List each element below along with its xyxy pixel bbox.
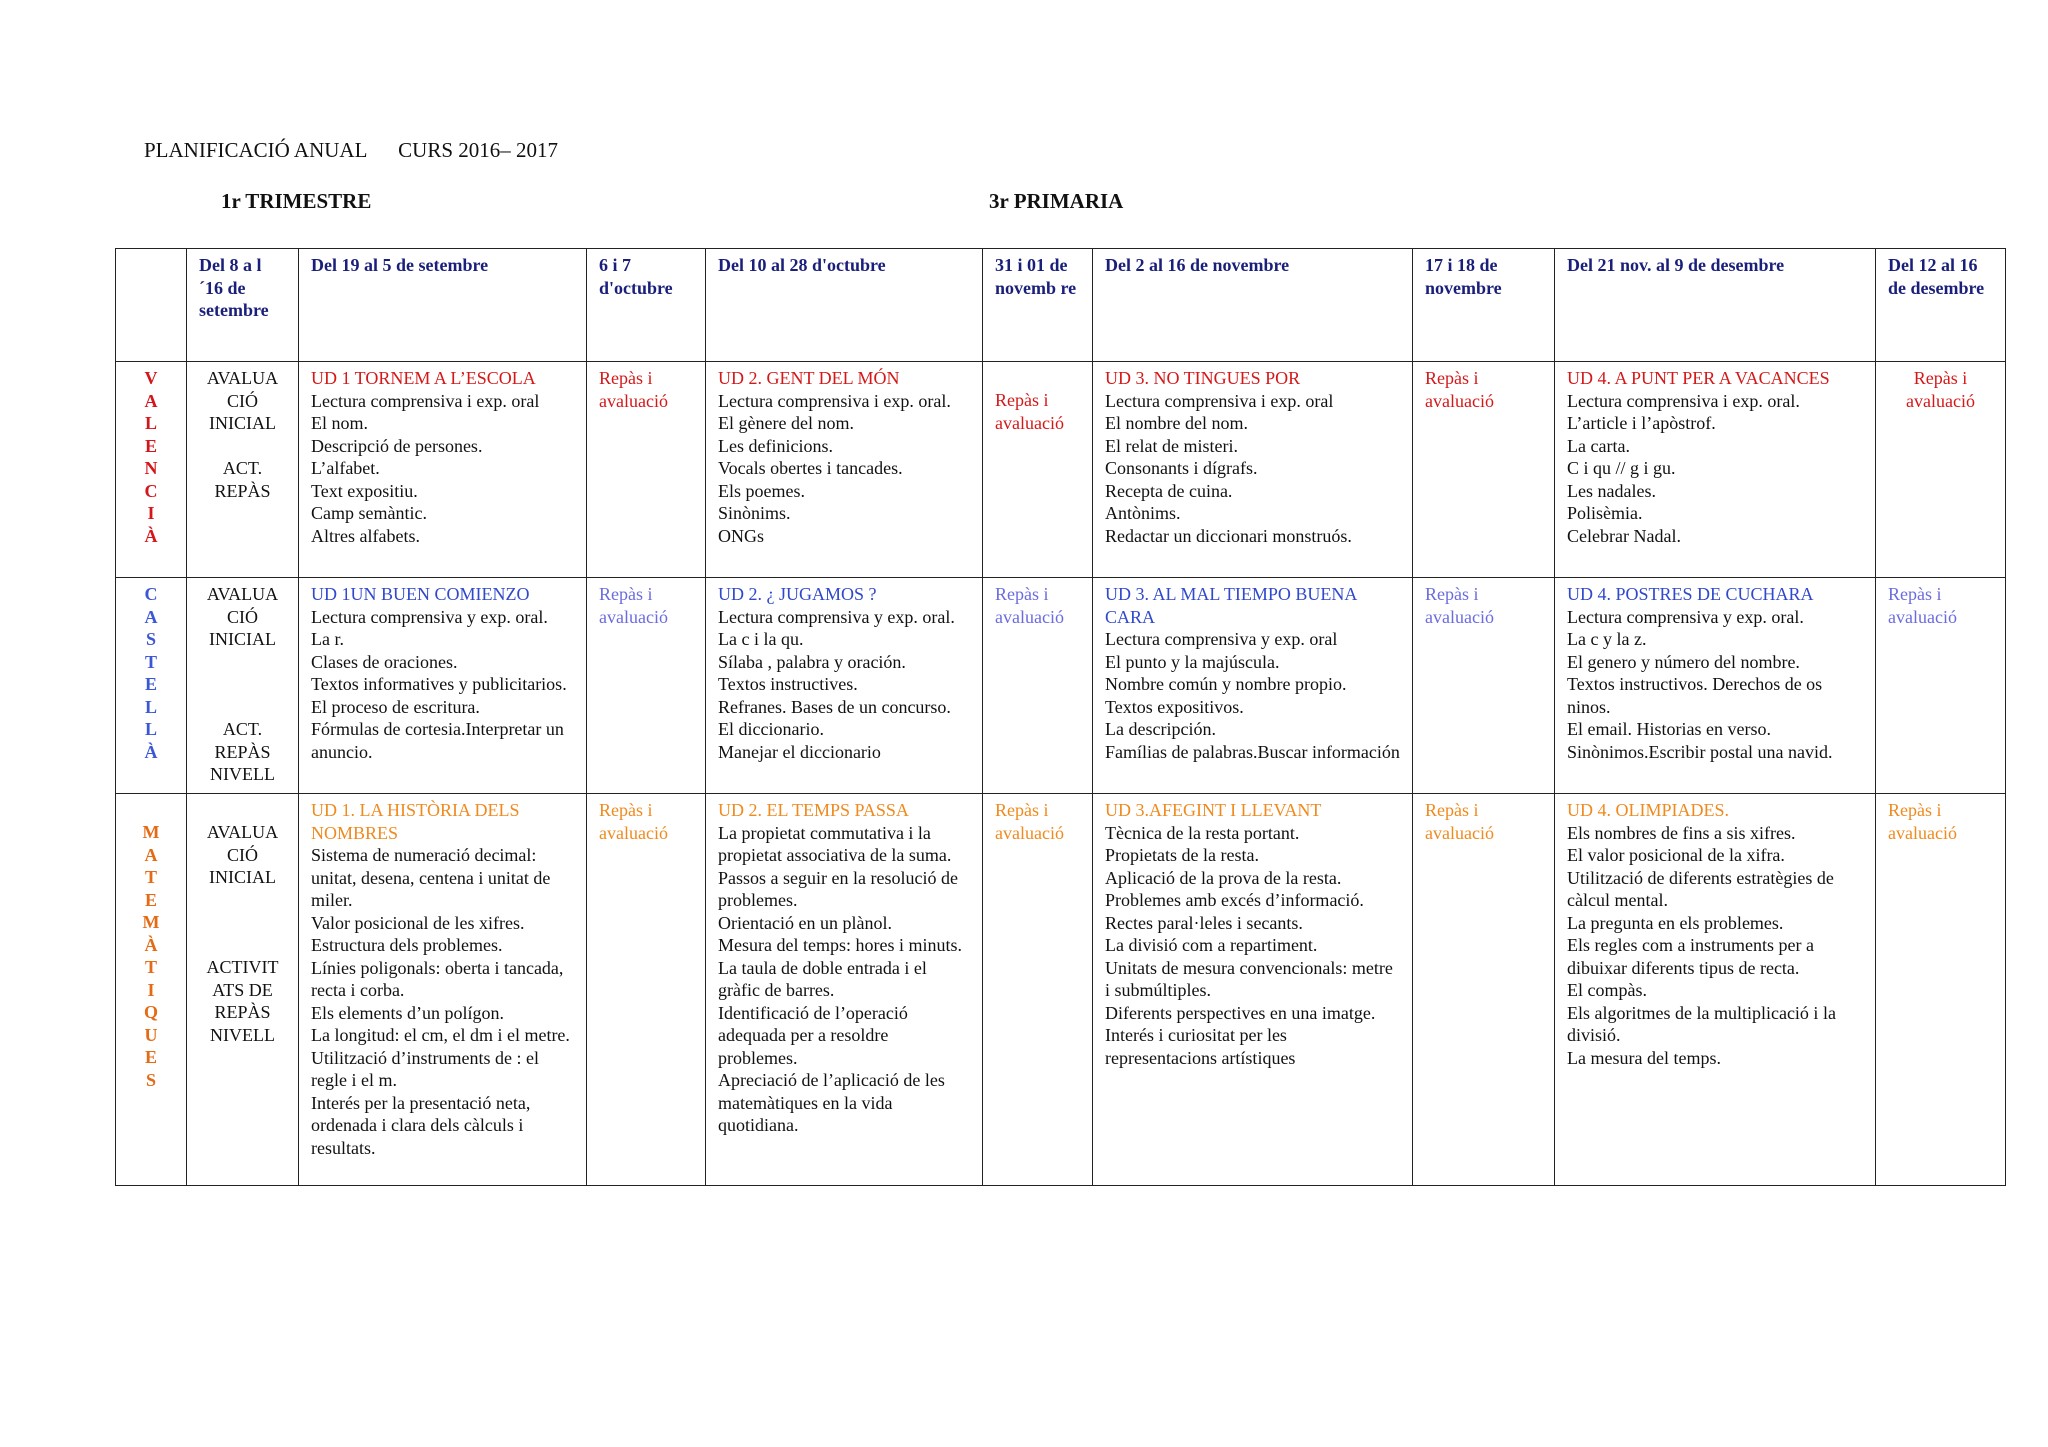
planning-table [115,248,2006,1186]
eval-line: REPÀS [214,741,271,762]
unit-cell [1093,794,1413,1186]
review-cell: Repàs i avaluació [587,578,706,794]
subject-label-valencia [116,362,187,578]
unit-content-line: Lectura comprensiva i exp. oral [311,390,540,411]
unit-content-line: Sinònimos.Escribir postal una navid. [1567,741,1833,762]
unit-cell [706,794,983,1186]
subject-letter: E [144,435,157,456]
unit-cell [299,578,587,794]
subject-row-castella [116,578,2006,794]
unit-content-line: Rectes paral·leles i secants. [1105,912,1303,933]
unit-content-line: Lectura comprensiva y exp. oral. [311,606,548,627]
unit-content-line: Utilització d’instruments de : el regle i el m. [311,1047,539,1090]
subject-letter: E [144,889,157,910]
unit-content-line: Propietats de la resta. [1105,845,1259,865]
eval-line: ATS DE [212,979,273,1000]
unit-content-line: Lectura comprensiva y exp. oral [1105,629,1338,649]
header-cell-week-7: 17 i 18 de novembre [1413,249,1555,362]
subject-letter: L [144,413,157,433]
review-cell: Repàs i avaluació [983,578,1093,794]
unit-cell [706,362,983,578]
unit-content-line: Lectura comprensiva i exp. oral. [1567,390,1800,411]
unit-cell [1093,578,1413,794]
unit-content-line: La divisió com a repartiment. [1105,935,1318,955]
subject-letter: E [144,1047,157,1067]
unit-content-line: Fórmulas de cortesia.Interpretar un anuncio. [311,719,564,762]
unit-content-line: Els algoritmes de la multiplicació i la divisió. [1567,1002,1836,1045]
unit-content-line: Sílaba , palabra y oración. [718,651,906,672]
unit-content-line: La taula de doble entrada i el gràfic de barres. [718,957,927,1000]
unit-content-line: Els elements d’un polígon. [311,1002,504,1023]
unit-content-line: Aplicació de la prova de la resta. [1105,867,1342,888]
unit-content-line: La descripción. [1105,719,1216,739]
subject-letter: S [145,629,156,649]
header-cell-week-1: Del 8 a l ´16 de setembre [187,249,299,362]
unit-content-line: Camp semàntic. [311,503,427,523]
unit-content-line: La c i la qu. [718,629,804,649]
unit-content-line: Interés per la presentació neta, ordenada i clara dels càlculs i resultats. [311,1092,531,1158]
unit-content-line: Textos instructivos. Derechos de os ninos. [1567,674,1823,717]
header-cell-week-4: Del 10 al 28 d'octubre [706,249,983,362]
unit-content-line: Famílias de palabras.Buscar información [1105,741,1400,762]
eval-line: INICIAL [209,867,276,887]
unit-content-line: El valor posicional de la xifra. [1567,845,1785,865]
subject-row-matematiques [116,794,2006,1186]
unit-content-line: Lectura comprensiva i exp. oral [1105,390,1334,411]
eval-line: AVALUA [206,822,279,842]
review-cell: Repàs i avaluació [983,794,1093,1186]
unit-content-line: Celebrar Nadal. [1567,525,1681,546]
unit-cell [1555,794,1876,1186]
document-title: PLANIFICACIÓ ANUAL CURS 2016– 2017 [144,138,559,162]
unit-content-line: Línies poligonals: oberta i tancada, recta i corba. [311,957,564,1000]
unit-content-line: Redactar un diccionari monstruós. [1105,525,1352,546]
unit-content-line: Nombre común y nombre propio. [1105,674,1347,694]
subject-letter: C [144,480,158,501]
unit-content-line: El nom. [311,413,368,433]
review-cell: Repàs i avaluació [1413,794,1555,1186]
unit-cell [299,362,587,578]
unit-content-line: Problemes amb excés d’informació. [1105,890,1364,910]
unit-content-line: Lectura comprensiva y exp. oral. [718,606,955,627]
unit-content-line: Utilització de diferents estratègies de càlcul mental. [1567,867,1834,910]
unit-cell [1555,578,1876,794]
unit-title: UD 1UN BUEN COMIENZO [311,584,530,604]
unit-content-line: Lectura comprensiva y exp. oral. [1567,606,1804,627]
eval-line: REPÀS [214,1002,271,1022]
unit-title: UD 3.AFEGINT I LLEVANT [1105,800,1322,820]
unit-content-line: El compàs. [1567,980,1647,1000]
eval-line: NIVELL [210,764,275,784]
eval-line [191,435,294,458]
unit-content-line: El gènere del nom. [718,413,854,433]
eval-line [191,934,294,957]
unit-content-line: Orientació en un plànol. [718,912,892,933]
unit-cell [706,578,983,794]
subject-letter: À [144,934,158,955]
unit-content-line: El nombre del nom. [1105,413,1248,433]
unit-title: UD 3. AL MAL TIEMPO BUENA CARA [1105,584,1357,627]
unit-content-line: El proceso de escritura. [311,696,480,717]
unit-content-line: Tècnica de la resta portant. [1105,822,1300,843]
eval-line [191,673,294,696]
subject-letter: A [144,606,158,627]
unit-title: UD 3. NO TINGUES POR [1105,368,1301,388]
subject-letter: L [144,696,157,717]
unit-content-line: La propietat commutativa i la propietat associativa de la suma. [718,822,952,865]
eval-line [191,651,294,674]
review-cell: Repàs i avaluació [587,794,706,1186]
initial-evaluation-cell [187,794,299,1186]
grade-label: 3r PRIMARIA [989,189,1124,213]
eval-line: CIÓ [227,606,258,627]
unit-content-line: Textos informatives y publicitarios. [311,674,567,694]
unit-content-line: Passos a seguir en la resolució de problemes. [718,867,958,910]
subject-row-valencia [116,362,2006,578]
unit-title: UD 2. ¿ JUGAMOS ? [718,584,877,604]
unit-content-line: Manejar el diccionario [718,741,881,762]
unit-content-line: Unitats de mesura convencionals: metre i submúltiples. [1105,957,1393,1000]
eval-line [191,889,294,912]
subject-letter: M [142,822,160,842]
unit-content-line: El genero y número del nombre. [1567,651,1800,672]
subject-letter: S [145,1069,156,1090]
eval-line: ACTIVIT [206,957,279,977]
review-cell: Repàs i avaluació [1413,578,1555,794]
unit-content-line: Clases de oraciones. [311,651,458,672]
unit-content-line: El email. Historias en verso. [1567,719,1771,739]
review-cell: Repàs i avaluació [1876,578,2006,794]
header-cell-week-5: 31 i 01 de novemb re [983,249,1093,362]
header-cell-week-3: 6 i 7 d'octubre [587,249,706,362]
unit-content-line: Apreciació de l’aplicació de les matemàtiques en la vida quotidiana. [718,1070,945,1135]
unit-content-line: Sistema de numeració decimal: unitat, desena, centena i unitat de miler. [311,845,551,910]
unit-content-line: Polisèmia. [1567,503,1643,523]
unit-content-line: C i qu // g i gu. [1567,458,1676,478]
unit-content-line: La pregunta en els problemes. [1567,912,1784,933]
subject-letter: À [144,741,158,762]
review-cell: Repàs i avaluació [1413,362,1555,578]
unit-content-line: Identificació de l’operació adequada per a resoldre problemes. [718,1002,908,1068]
unit-content-line: La mesura del temps. [1567,1047,1721,1068]
eval-line: INICIAL [209,629,276,649]
subject-letter: M [142,912,160,932]
unit-content-line: Textos instructives. [718,674,858,694]
subject-letter: V [144,368,158,388]
initial-evaluation-cell [187,362,299,578]
unit-content-line: Consonants i dígrafs. [1105,458,1258,478]
eval-line: AVALUA [206,584,279,604]
unit-content-line: Els poemes. [718,480,805,501]
eval-line: AVALUA [206,368,279,388]
header-cell-week-9: Del 12 al 16 de desembre [1876,249,2006,362]
review-cell: Repàs i avaluació [587,362,706,578]
unit-content-line: La carta. [1567,435,1630,456]
unit-title: UD 1. LA HISTÒRIA DELS NOMBRES [311,800,520,843]
subject-letter: I [147,503,155,523]
unit-content-line: El relat de misteri. [1105,435,1238,456]
unit-title: UD 2. GENT DEL MÓN [718,368,900,388]
unit-content-line: Mesura del temps: hores i minuts. [718,935,962,955]
unit-cell [1555,362,1876,578]
unit-content-line: Sinònims. [718,503,791,523]
unit-content-line: Recepta de cuina. [1105,480,1233,501]
unit-title: UD 4. A PUNT PER A VACANCES [1567,368,1830,388]
header-cell-week-6: Del 2 al 16 de novembre [1093,249,1413,362]
unit-content-line: Text expositiu. [311,480,418,501]
eval-line [191,696,294,719]
eval-line: ACT. [222,719,263,739]
subject-letter: À [144,525,158,546]
unit-title: UD 4. POSTRES DE CUCHARA [1567,584,1814,604]
unit-content-line: L’alfabet. [311,458,380,478]
unit-content-line: Antònims. [1105,503,1181,523]
subject-label-matematiques [116,794,187,1186]
subject-letter: E [144,674,157,694]
subject-letter: Q [143,1002,158,1022]
subject-letter: T [144,651,157,672]
unit-title: UD 4. OLIMPIADES. [1567,800,1729,820]
subject-letter: T [144,867,157,887]
eval-line: CIÓ [227,390,258,411]
unit-content-line: Lectura comprensiva i exp. oral. [718,390,951,411]
unit-cell [299,794,587,1186]
eval-line: REPÀS [214,480,271,501]
eval-line: CIÓ [227,844,258,865]
header-cell-week-2: Del 19 al 5 de setembre [299,249,587,362]
review-cell: Repàs i avaluació [1876,362,2006,578]
unit-content-line: Els regles com a instruments per a dibuixar diferents tipus de recta. [1567,935,1814,978]
unit-content-line: Altres alfabets. [311,525,420,546]
unit-content-line: Descripció de persones. [311,435,483,456]
unit-content-line: Estructura dels problemes. [311,935,503,955]
unit-content-line: La longitud: el cm, el dm i el metre. [311,1025,570,1045]
unit-content-line: La c y la z. [1567,629,1647,649]
subject-letter: L [144,719,157,739]
initial-evaluation-cell [187,578,299,794]
subject-letter: N [144,458,158,478]
unit-content-line: ONGs [718,525,765,546]
unit-cell [1093,362,1413,578]
subject-letter: I [147,979,155,1000]
unit-content-line: Interés i curiositat per les representacions artístiques [1105,1025,1296,1068]
subject-letter: A [144,844,158,865]
subject-letter: A [144,390,158,411]
unit-content-line: Refranes. Bases de un concurso. El diccionario. [718,696,951,739]
unit-title: UD 1 TORNEM A L’ESCOLA [311,368,536,388]
term-label: 1r TRIMESTRE [221,189,372,213]
eval-line: INICIAL [209,413,276,433]
review-cell: Repàs i avaluació [983,362,1093,578]
unit-title: UD 2. EL TEMPS PASSA [718,800,909,820]
header-row [116,249,2006,362]
unit-content-line: Vocals obertes i tancades. [718,458,903,478]
header-cell-empty [116,249,187,362]
eval-line: ACT. [222,458,263,478]
eval-line: NIVELL [210,1024,275,1045]
unit-content-line: Les nadales. [1567,480,1656,501]
unit-content-line: Textos expositivos. [1105,696,1244,717]
eval-line [191,911,294,934]
unit-content-line: La r. [311,629,344,649]
review-cell: Repàs i avaluació [1876,794,2006,1186]
header-cell-week-8: Del 21 nov. al 9 de desembre [1555,249,1876,362]
unit-content-line: El punto y la majúscula. [1105,651,1280,672]
unit-content-line: Les definicions. [718,435,833,456]
unit-content-line: Diferents perspectives en una imatge. [1105,1002,1376,1023]
unit-content-line: L’article i l’apòstrof. [1567,413,1716,433]
subject-label-castella [116,578,187,794]
subject-letter: T [144,957,157,977]
subject-letter: C [144,584,158,604]
unit-content-line: Valor posicional de les xifres. [311,912,525,933]
unit-content-line: Els nombres de fins a sis xifres. [1567,822,1796,843]
subject-letter: U [144,1024,158,1045]
